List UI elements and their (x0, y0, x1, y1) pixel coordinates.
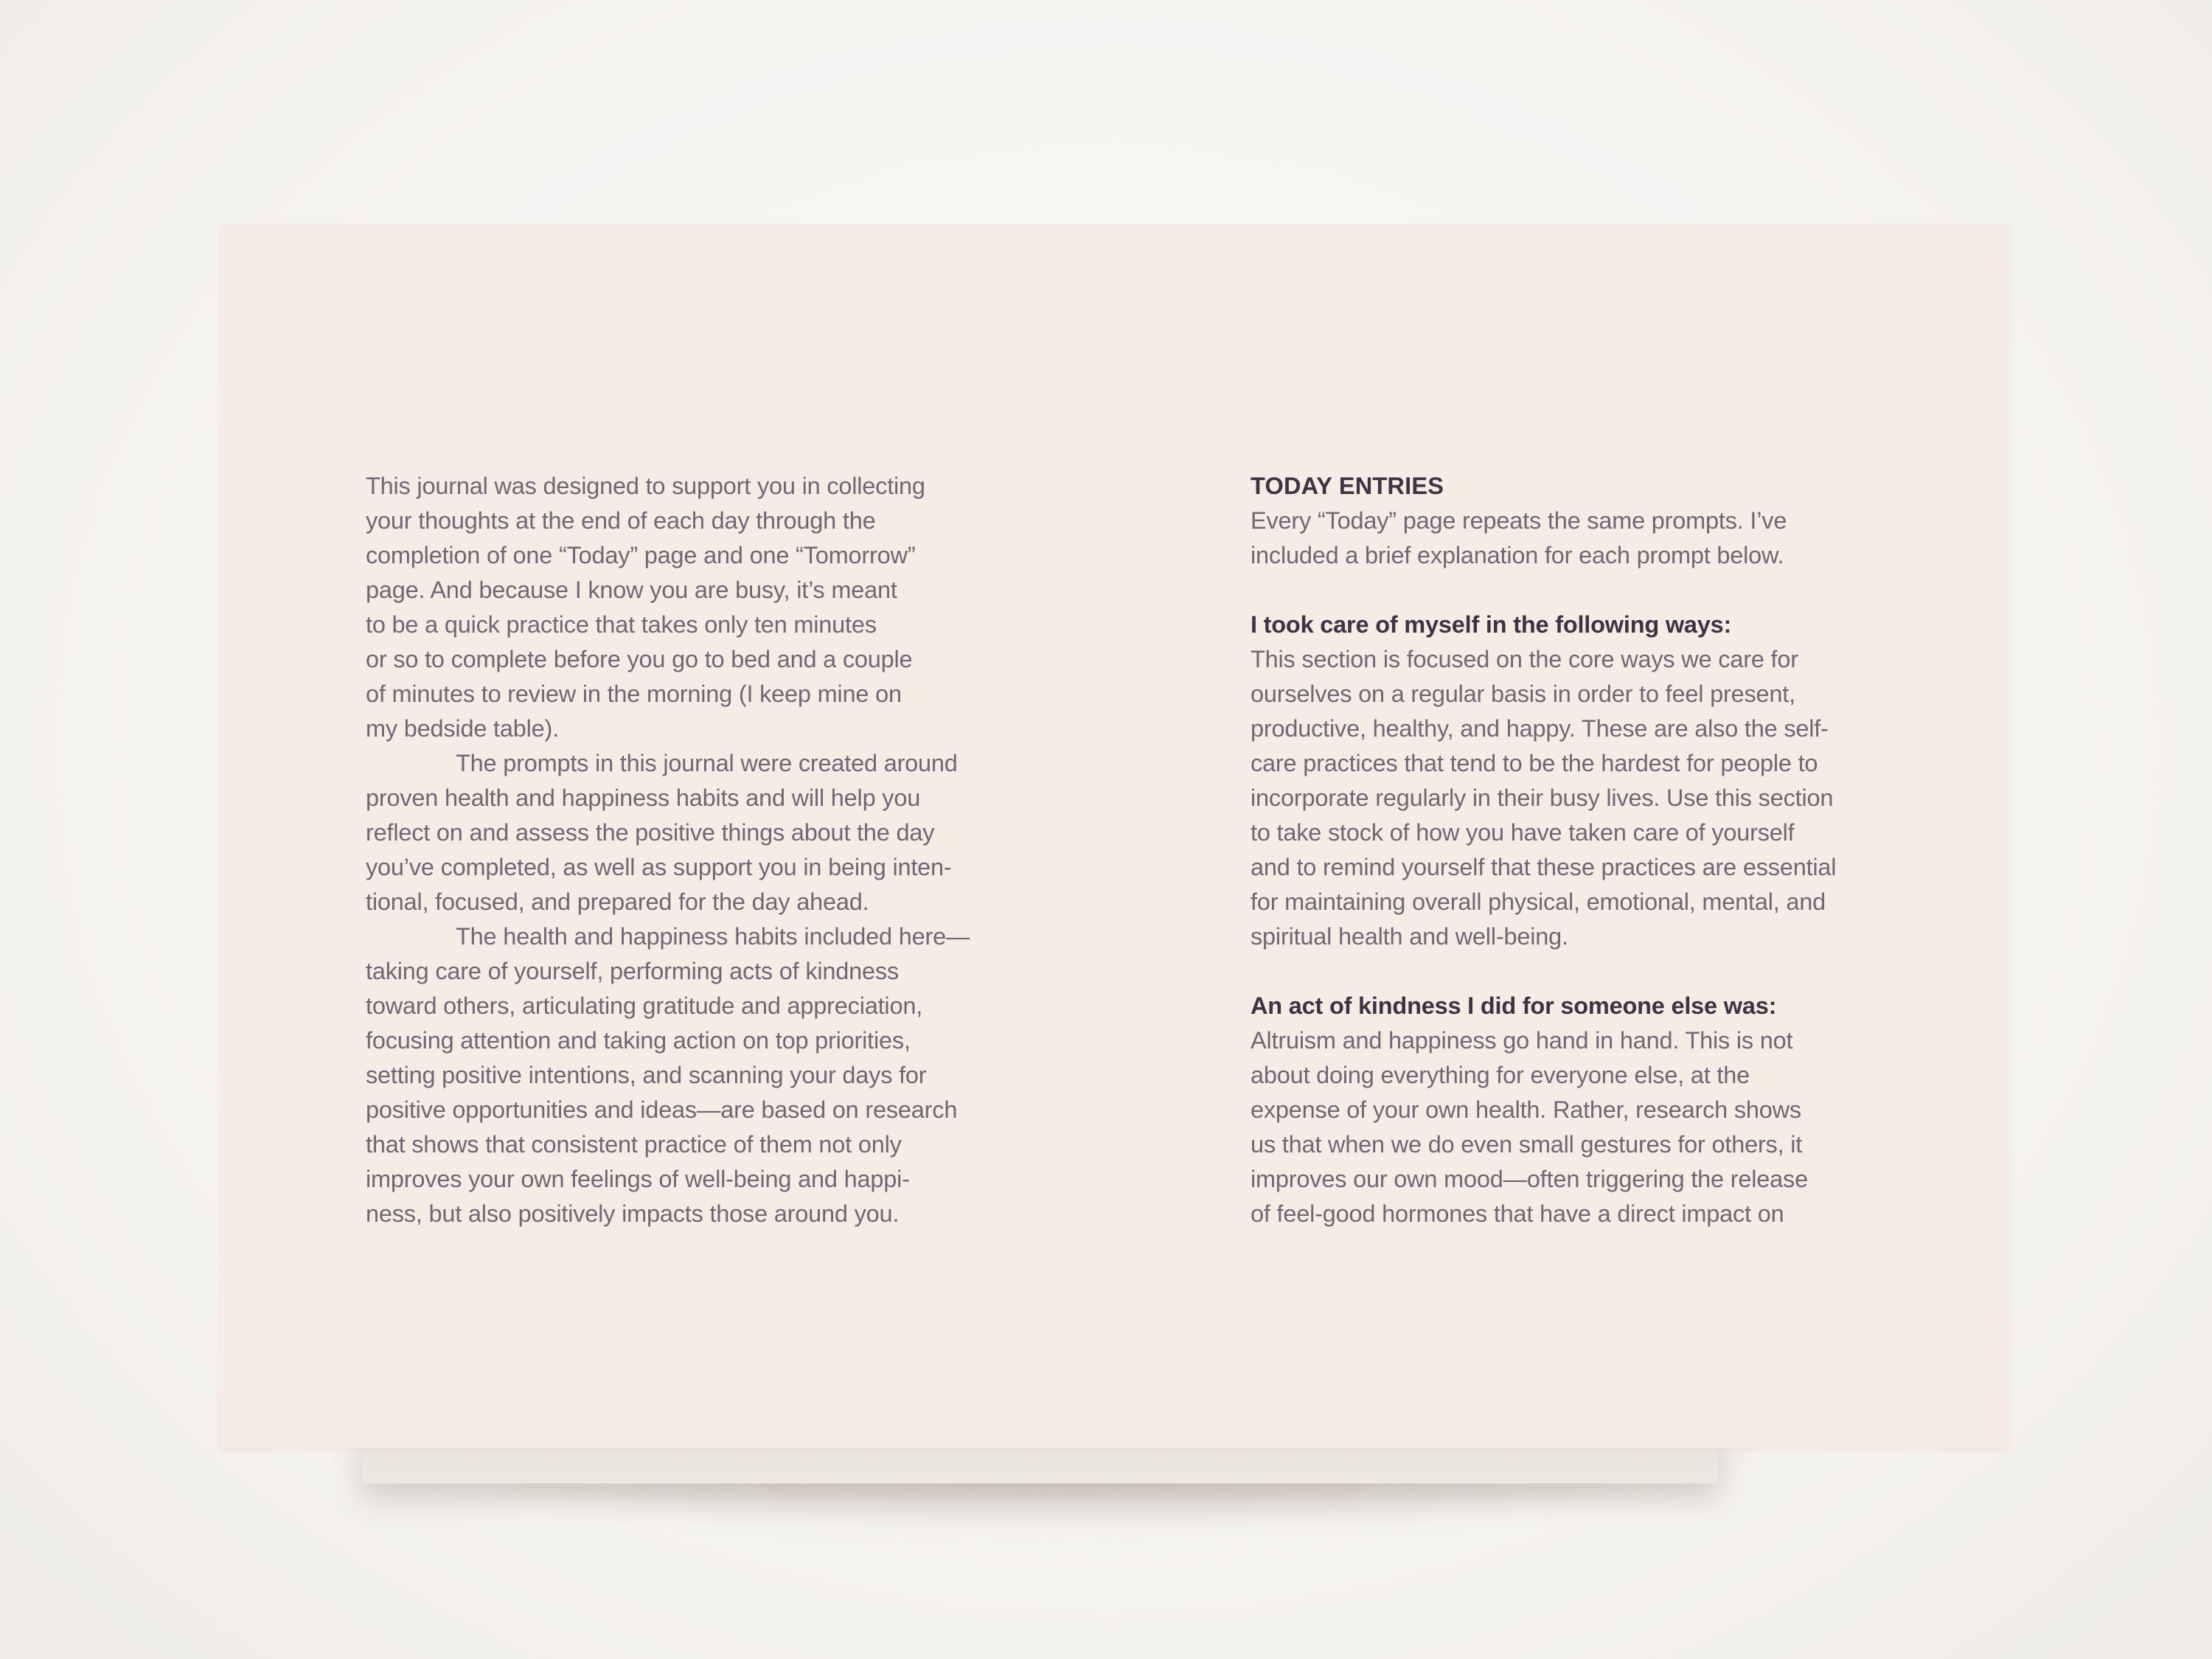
body-line: included a brief explanation for each prompt below. (1251, 542, 1784, 568)
body-line: and to remind yourself that these practices are essential (1251, 854, 1837, 880)
body-line: toward others, articulating gratitude and appreciation, (366, 992, 923, 1019)
body-line: that shows that consistent practice of them not only (366, 1131, 902, 1158)
body-line: improves your own feelings of well-being and happi- (366, 1166, 910, 1192)
paragraph-gap (1251, 954, 1899, 989)
body-line: improves our own mood—often triggering the release (1251, 1166, 1808, 1192)
body-line: your thoughts at the end of each day through the (366, 507, 876, 534)
journal-spread (220, 224, 2010, 1448)
body-line: proven health and happiness habits and will help you (366, 785, 921, 811)
body-line: This section is focused on the core ways we care for (1251, 646, 1798, 672)
section-heading: TODAY ENTRIES (1251, 473, 1444, 499)
body-line: ness, but also positively impacts those around you. (366, 1200, 900, 1227)
prompt-title: An act of kindness I did for someone else was: (1251, 992, 1777, 1019)
body-line: tional, focused, and prepared for the day ahead. (366, 888, 869, 915)
body-line: to take stock of how you have taken care of yourself (1251, 819, 1795, 846)
body-line: spiritual health and well-being. (1251, 923, 1568, 950)
body-line: The prompts in this journal were created around (456, 750, 958, 776)
body-line: incorporate regularly in their busy lives. Use this section (1251, 785, 1834, 811)
body-line: care practices that tend to be the hardest for people to (1251, 750, 1818, 776)
body-line: for maintaining overall physical, emotional, mental, and (1251, 888, 1826, 915)
body-line: of feel-good hormones that have a direct impact on (1251, 1200, 1784, 1227)
body-line: Altruism and happiness go hand in hand. This is not (1251, 1027, 1793, 1054)
body-line: page. And because I know you are busy, it’s meant (366, 577, 897, 603)
body-line: completion of one “Today” page and one “Tomorrow” (366, 542, 916, 568)
body-line: taking care of yourself, performing acts of kindness (366, 958, 900, 984)
body-line: or so to complete before you go to bed and a couple (366, 646, 913, 672)
body-line: to be a quick practice that takes only ten minutes (366, 611, 877, 638)
body-line: ourselves on a regular basis in order to feel present, (1251, 681, 1795, 707)
body-line: productive, healthy, and happy. These are also the self- (1251, 715, 1829, 742)
body-line: about doing everything for everyone else, at the (1251, 1062, 1750, 1088)
body-line: of minutes to review in the morning (I keep mine on (366, 681, 902, 707)
right-page-text (1251, 469, 1899, 1231)
body-line: expense of your own health. Rather, research shows (1251, 1096, 1801, 1123)
body-line: reflect on and assess the positive things about the day (366, 819, 935, 846)
paragraph-gap (1251, 573, 1899, 608)
body-line: This journal was designed to support you in collecting (366, 473, 925, 499)
body-line: us that when we do even small gestures for others, it (1251, 1131, 1803, 1158)
body-line: my bedside table). (366, 715, 559, 742)
body-line: Every “Today” page repeats the same prompts. I’ve (1251, 507, 1787, 534)
body-line: positive opportunities and ideas—are based on research (366, 1096, 958, 1123)
body-line: setting positive intentions, and scanning your days for (366, 1062, 927, 1088)
prompt-title: I took care of myself in the following ways: (1251, 611, 1732, 638)
left-page-text (366, 469, 1015, 1231)
body-line: focusing attention and taking action on top priorities, (366, 1027, 911, 1054)
body-line: The health and happiness habits included here— (456, 923, 970, 950)
body-line: you’ve completed, as well as support you in being inten- (366, 854, 952, 880)
